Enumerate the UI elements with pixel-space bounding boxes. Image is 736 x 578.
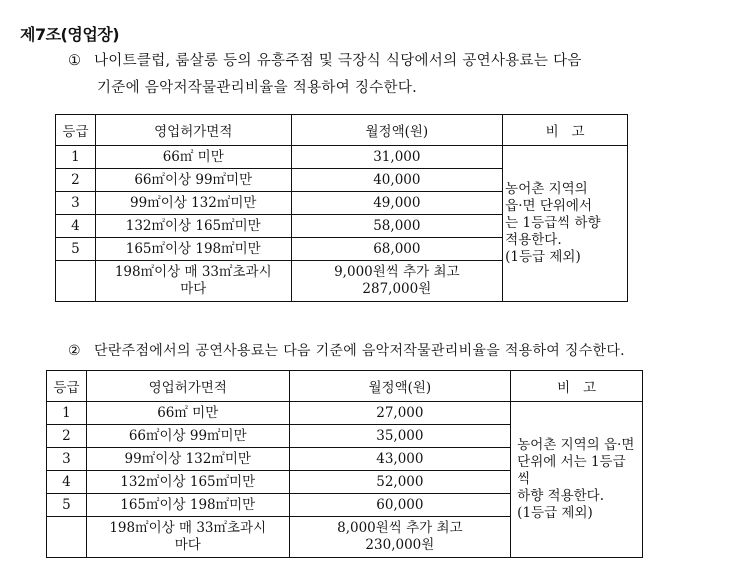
header-fee: 월정액(원) [291, 115, 503, 146]
grade-cell [47, 517, 87, 558]
table-row [56, 146, 628, 169]
area-cell: 66㎡ 미만 [86, 402, 289, 425]
area-cell: 99㎡이상 132㎡미만 [95, 192, 291, 215]
fee-cell: 35,000 [289, 425, 511, 448]
header-fee: 월정액(원) [289, 371, 511, 402]
grade-cell: 2 [56, 169, 96, 192]
fee-line: 8,000원씩 추가 최고 [337, 520, 463, 536]
fee-table-1 [55, 114, 628, 302]
area-cell [95, 261, 291, 302]
fee-line: 287,000원 [362, 281, 432, 297]
fee-cell: 60,000 [289, 494, 511, 517]
header-area: 영업허가면적 [95, 115, 291, 146]
paragraph-1-line-2: 기준에 음악저작물관리비율을 적용하여 징수한다. [97, 80, 418, 96]
remark-line: 적용한다. [505, 232, 562, 248]
remark-cell [511, 402, 643, 558]
grade-cell: 5 [56, 238, 96, 261]
article-heading: 제7조(영업장) [20, 25, 120, 44]
area-cell: 66㎡이상 99㎡미만 [86, 425, 289, 448]
grade-cell: 4 [56, 215, 96, 238]
remark-line: 읍·면 단위에서 [505, 198, 592, 214]
area-cell: 99㎡이상 132㎡미만 [86, 448, 289, 471]
fee-line: 230,000원 [365, 537, 435, 553]
fee-table-2 [46, 370, 643, 558]
header-area: 영업허가면적 [86, 371, 289, 402]
table-header-row [56, 115, 628, 146]
area-cell [86, 517, 289, 558]
header-grade: 등급 [56, 115, 96, 146]
remark-line: 는 1등급씩 하향 [505, 215, 601, 231]
grade-cell: 3 [56, 192, 96, 215]
paragraph-1 [68, 48, 718, 102]
remark-line: (1등급 제외) [517, 505, 593, 521]
grade-cell: 1 [47, 402, 87, 425]
fee-cell [289, 517, 511, 558]
paragraph-2-line-1: 단란주점에서의 공연사용료는 다음 기준에 음악저작물관리비율을 적용하여 징수한다. [94, 343, 625, 359]
remark-line: 단위에 서는 1등급씩 [517, 454, 626, 487]
fee-line: 9,000원씩 추가 최고 [334, 264, 460, 280]
fee-cell: 52,000 [289, 471, 511, 494]
area-line: 198㎡이상 매 33㎡초과시 [109, 520, 267, 536]
grade-cell [56, 261, 96, 302]
area-cell: 132㎡이상 165㎡미만 [86, 471, 289, 494]
area-cell: 165㎡이상 198㎡미만 [95, 238, 291, 261]
table-row [47, 402, 643, 425]
remark-line: (1등급 제외) [505, 249, 581, 265]
fee-cell: 43,000 [289, 448, 511, 471]
grade-cell: 4 [47, 471, 87, 494]
header-remark: 비 고 [511, 371, 643, 402]
fee-cell: 31,000 [291, 146, 503, 169]
area-cell: 66㎡이상 99㎡미만 [95, 169, 291, 192]
fee-cell: 27,000 [289, 402, 511, 425]
area-line: 마다 [180, 281, 207, 297]
remark-cell [503, 146, 628, 302]
area-line: 마다 [174, 537, 201, 553]
remark-line: 하향 적용한다. [517, 488, 605, 504]
area-cell: 165㎡이상 198㎡미만 [86, 494, 289, 517]
fee-cell: 40,000 [291, 169, 503, 192]
remark-line: 농어촌 지역의 읍·면 [517, 437, 635, 453]
area-cell: 132㎡이상 165㎡미만 [95, 215, 291, 238]
fee-cell: 49,000 [291, 192, 503, 215]
grade-cell: 2 [47, 425, 87, 448]
remark-line: 농어촌 지역의 [505, 181, 588, 197]
header-grade: 등급 [47, 371, 87, 402]
fee-cell: 68,000 [291, 238, 503, 261]
paragraph-1-marker: ① [68, 53, 82, 69]
fee-cell: 58,000 [291, 215, 503, 238]
paragraph-2-marker: ② [68, 343, 81, 359]
grade-cell: 1 [56, 146, 96, 169]
fee-cell [291, 261, 503, 302]
table-header-row [47, 371, 643, 402]
area-cell: 66㎡ 미만 [95, 146, 291, 169]
header-remark: 비 고 [503, 115, 628, 146]
grade-cell: 5 [47, 494, 87, 517]
paragraph-2 [68, 338, 728, 365]
area-line: 198㎡이상 매 33㎡초과시 [114, 264, 272, 280]
paragraph-1-line-1: 나이트클럽, 룸살롱 등의 유흥주점 및 극장식 식당에서의 공연사용료는 다음 [94, 53, 582, 69]
grade-cell: 3 [47, 448, 87, 471]
